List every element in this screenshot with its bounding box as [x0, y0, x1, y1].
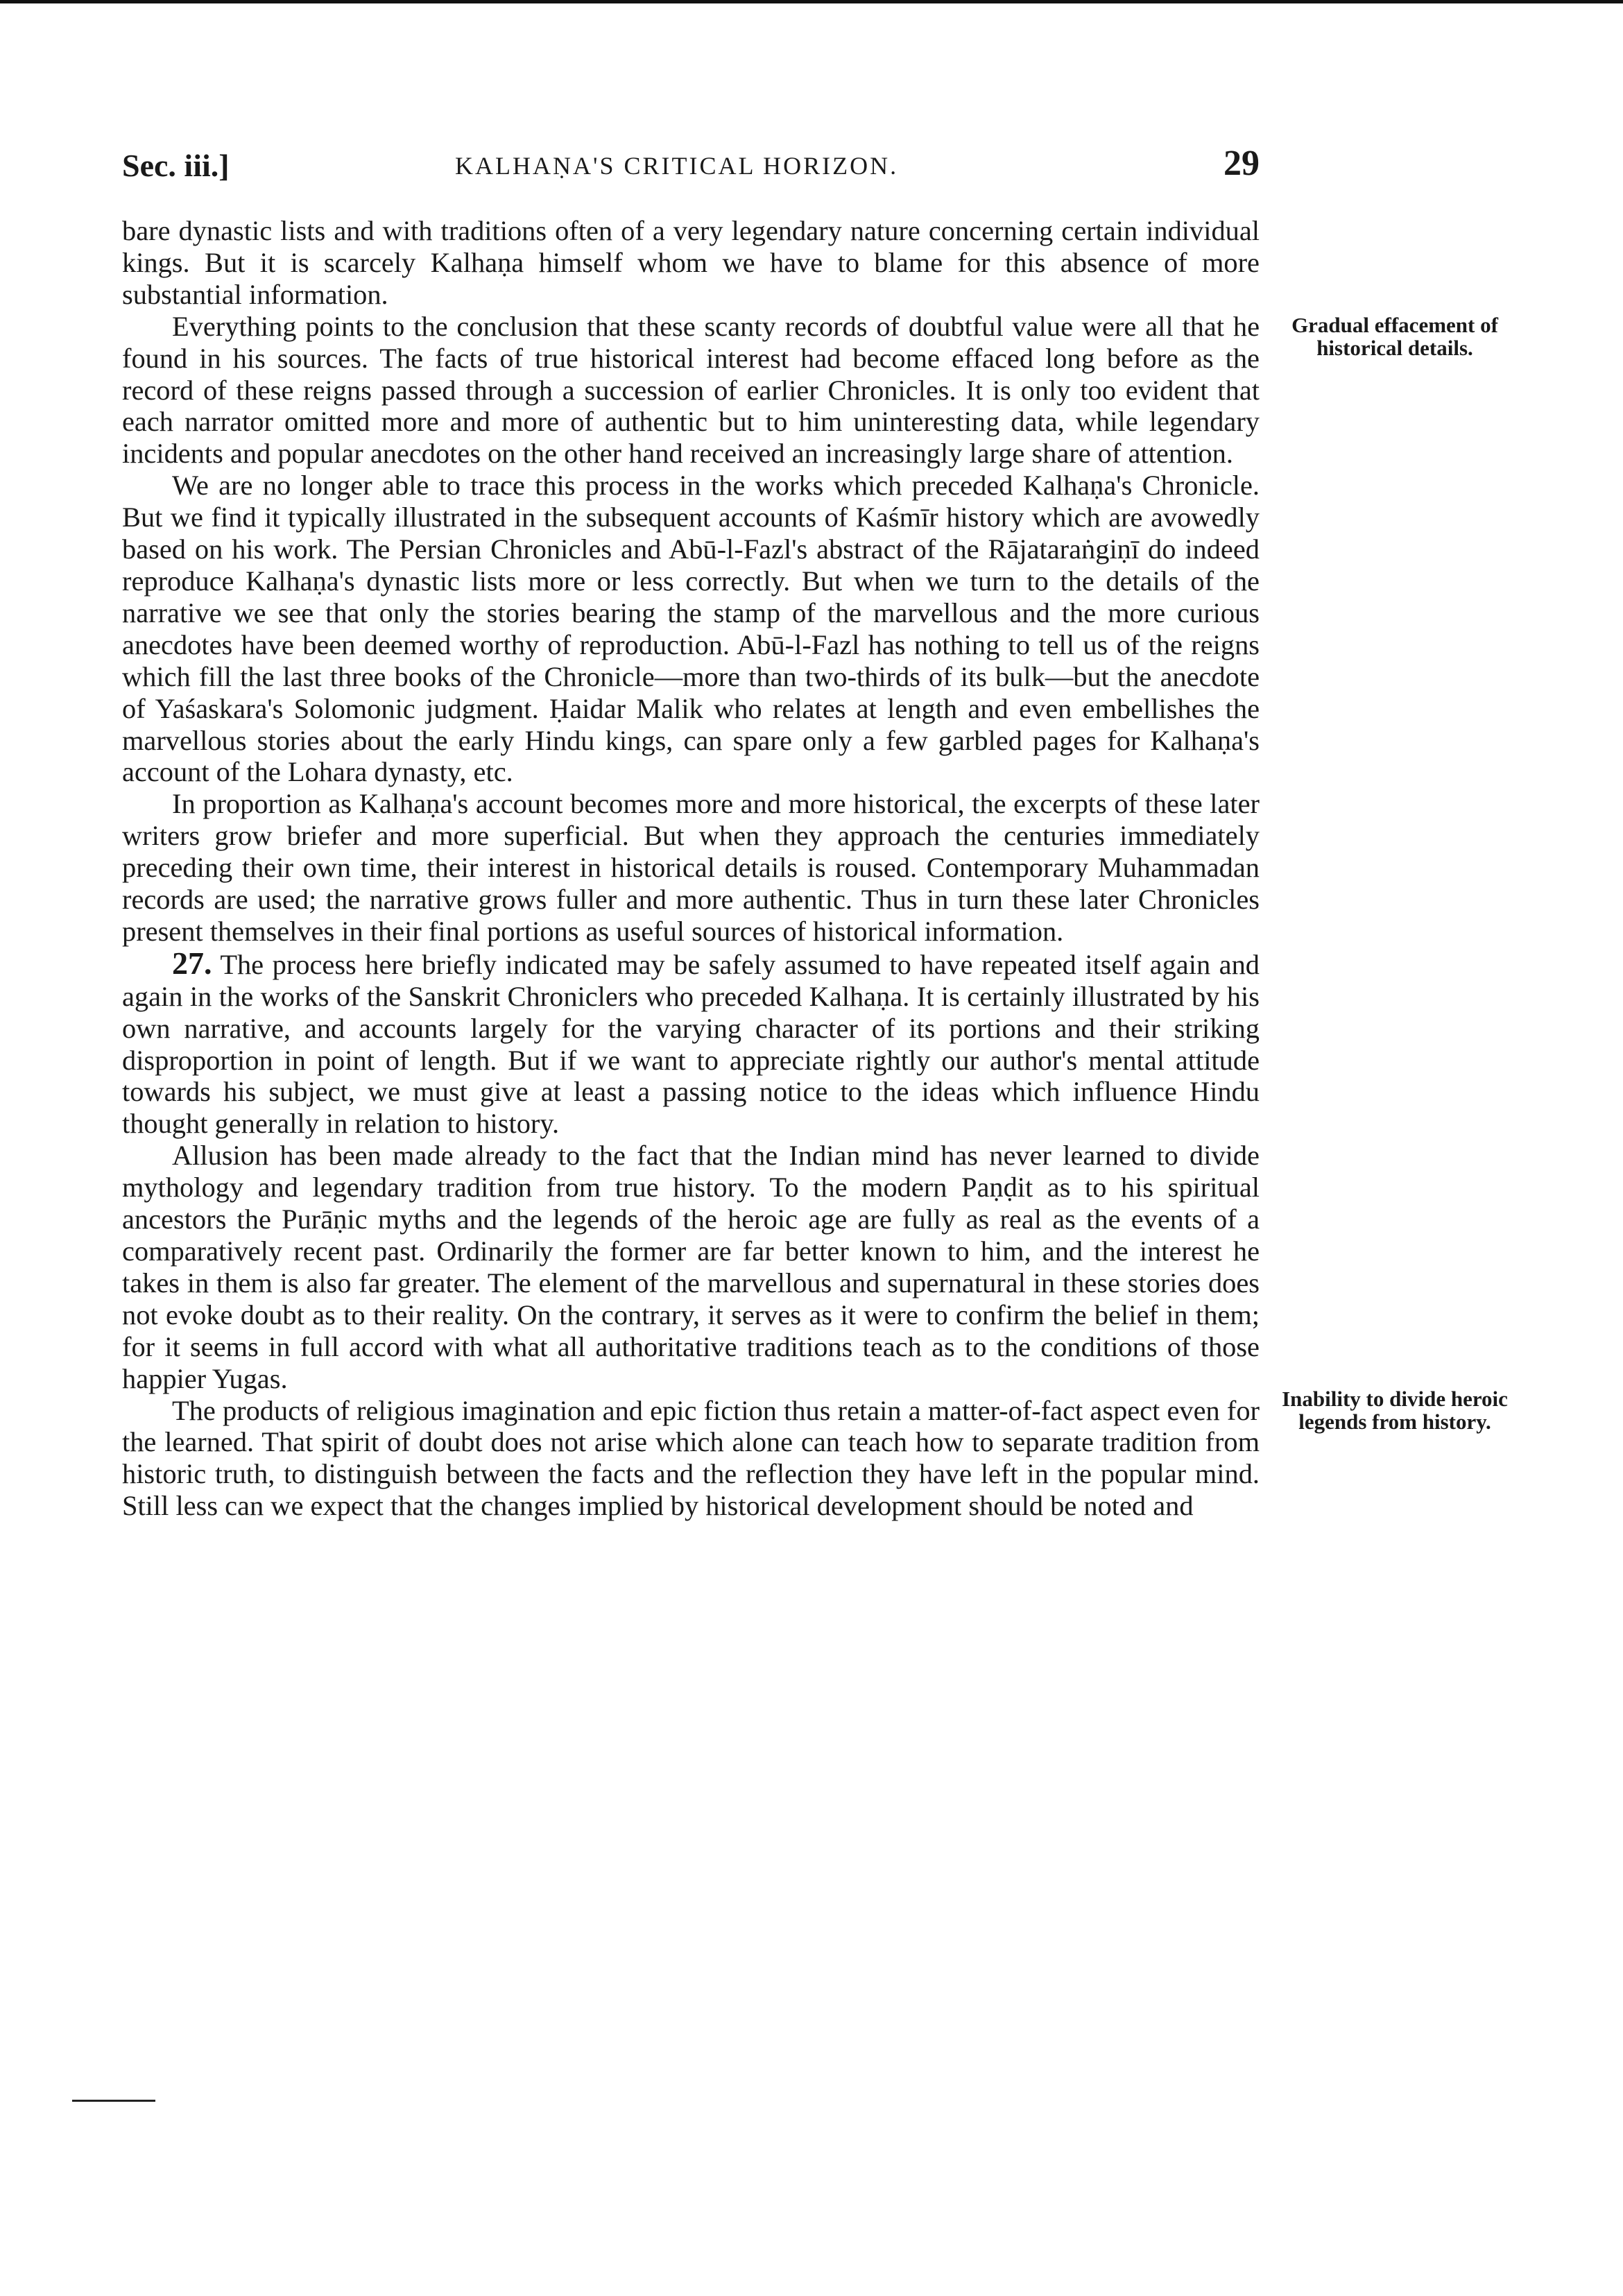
- section-label: Sec. iii.]: [122, 148, 230, 183]
- page-header: [122, 144, 1260, 196]
- footnote-rule: [72, 2100, 155, 2102]
- main-text-column: [122, 215, 1260, 1522]
- page-number: 29: [1223, 144, 1260, 183]
- top-border-rule: [0, 0, 1623, 3]
- paragraph-later-chronicles: We are no longer able to trace this process in the works which preceded Kalhaṇa's Chronicle. But we find it typically illustrated in the subsequent accounts of Kaśmīr history which are avowedly based on his work. The Persian Chronicles and Abū-l-Fazl's abstract of the Rājataraṅgiṇī do indeed reproduce Kalhaṇa's dynastic lists more or less correctly. But when we turn to the details of the narrative we see that only the stories bearing the stamp of the marvellous and the more curious anecdotes have been deemed worthy of reproduction. Abū-l-Fazl has nothing to tell us of the reigns which fill the last three books of the Chronicle—more than two-thirds of its bulk—but the anecdote of Yaśaskara's Solomonic judgment. Ḥaidar Malik who relates at length and even embellishes the marvellous stories about the early Hindu kings, can spare only a few garbled pages for Kalhaṇa's account of the Lohara dynasty, etc.: [122, 470, 1260, 788]
- margin-note-inability: Inability to divide heroic legends from history.: [1282, 1387, 1508, 1434]
- paragraph-continuation: bare dynastic lists and with traditions often of a very legendary nature concerning certain individual kings. But it is scarcely Kalhaṇa himself whom we have to blame for this absence of more substantial information.: [122, 215, 1260, 310]
- running-title: KALHAṆA'S CRITICAL HORIZON.: [455, 152, 899, 180]
- paragraph-religious-imagination: The products of religious imagination and epic fiction thus retain a matter-of-fact aspect even for the learned. That spirit of doubt does not arise which alone can teach how to separate tradition from historic truth, to distinguish between the facts and the reflection they have left in the popular mind. Still less can we expect that the changes implied by historical development should be noted and: [122, 1394, 1260, 1522]
- paragraph-proportion: In proportion as Kalhaṇa's account becomes more and more historical, the excerpts of these later writers grow briefer and more superficial. But when they approach the centuries immediately preceding their own time, their interest in historical details is roused. Contemporary Muhammadan records are used; the narrative grows fuller and more authentic. Thus in turn these later Chronicles present themselves in their final portions as useful sources of historical information.: [122, 788, 1260, 947]
- section-number: 27.: [172, 945, 212, 981]
- paragraph-section-27: [122, 945, 1260, 1140]
- margin-note-effacement: Gradual effacement of historical details.: [1291, 313, 1498, 360]
- paragraph-indian-mind: Allusion has been made already to the fact that the Indian mind has never learned to divide mythology and legendary tradition from true history. To the modern Paṇḍit as to his spiritual ancestors the Purāṇic myths and the legends of the heroic age are fully as real as the events of a comparatively recent past. Ordinarily the former are far better known to him, and the interest he takes in them is also far greater. The element of the marvellous and supernatural in these stories does not evoke doubt as to their reality. On the contrary, it serves as it were to confirm the belief in them; for it seems in full accord with what all authoritative traditions teach as to the conditions of those happier Yugas.: [122, 1140, 1260, 1394]
- section-27-text: The process here briefly indicated may be safely assumed to have repeated itself again and again in the works of the Sanskrit Chroniclers who preceded Kalhaṇa. It is certainly illustrated by his own narrative, and accounts largely for the varying character of its portions and their striking disproportion in point of length. But if we want to appreciate rightly our author's mental attitude towards his subject, we must give at least a passing notice to the ideas which influence Hindu thought generally in relation to history.: [122, 948, 1260, 1140]
- paragraph-effacement: Everything points to the conclusion that these scanty records of doubtful value were all that he found in his sources. The facts of true historical interest had become effaced long before as the record of these reigns passed through a succession of earlier Chronicles. It is only too evident that each narrator omitted more and more of authentic but to him uninteresting data, while legendary incidents and popular anecdotes on the other hand received an increasingly large share of attention.: [122, 310, 1260, 470]
